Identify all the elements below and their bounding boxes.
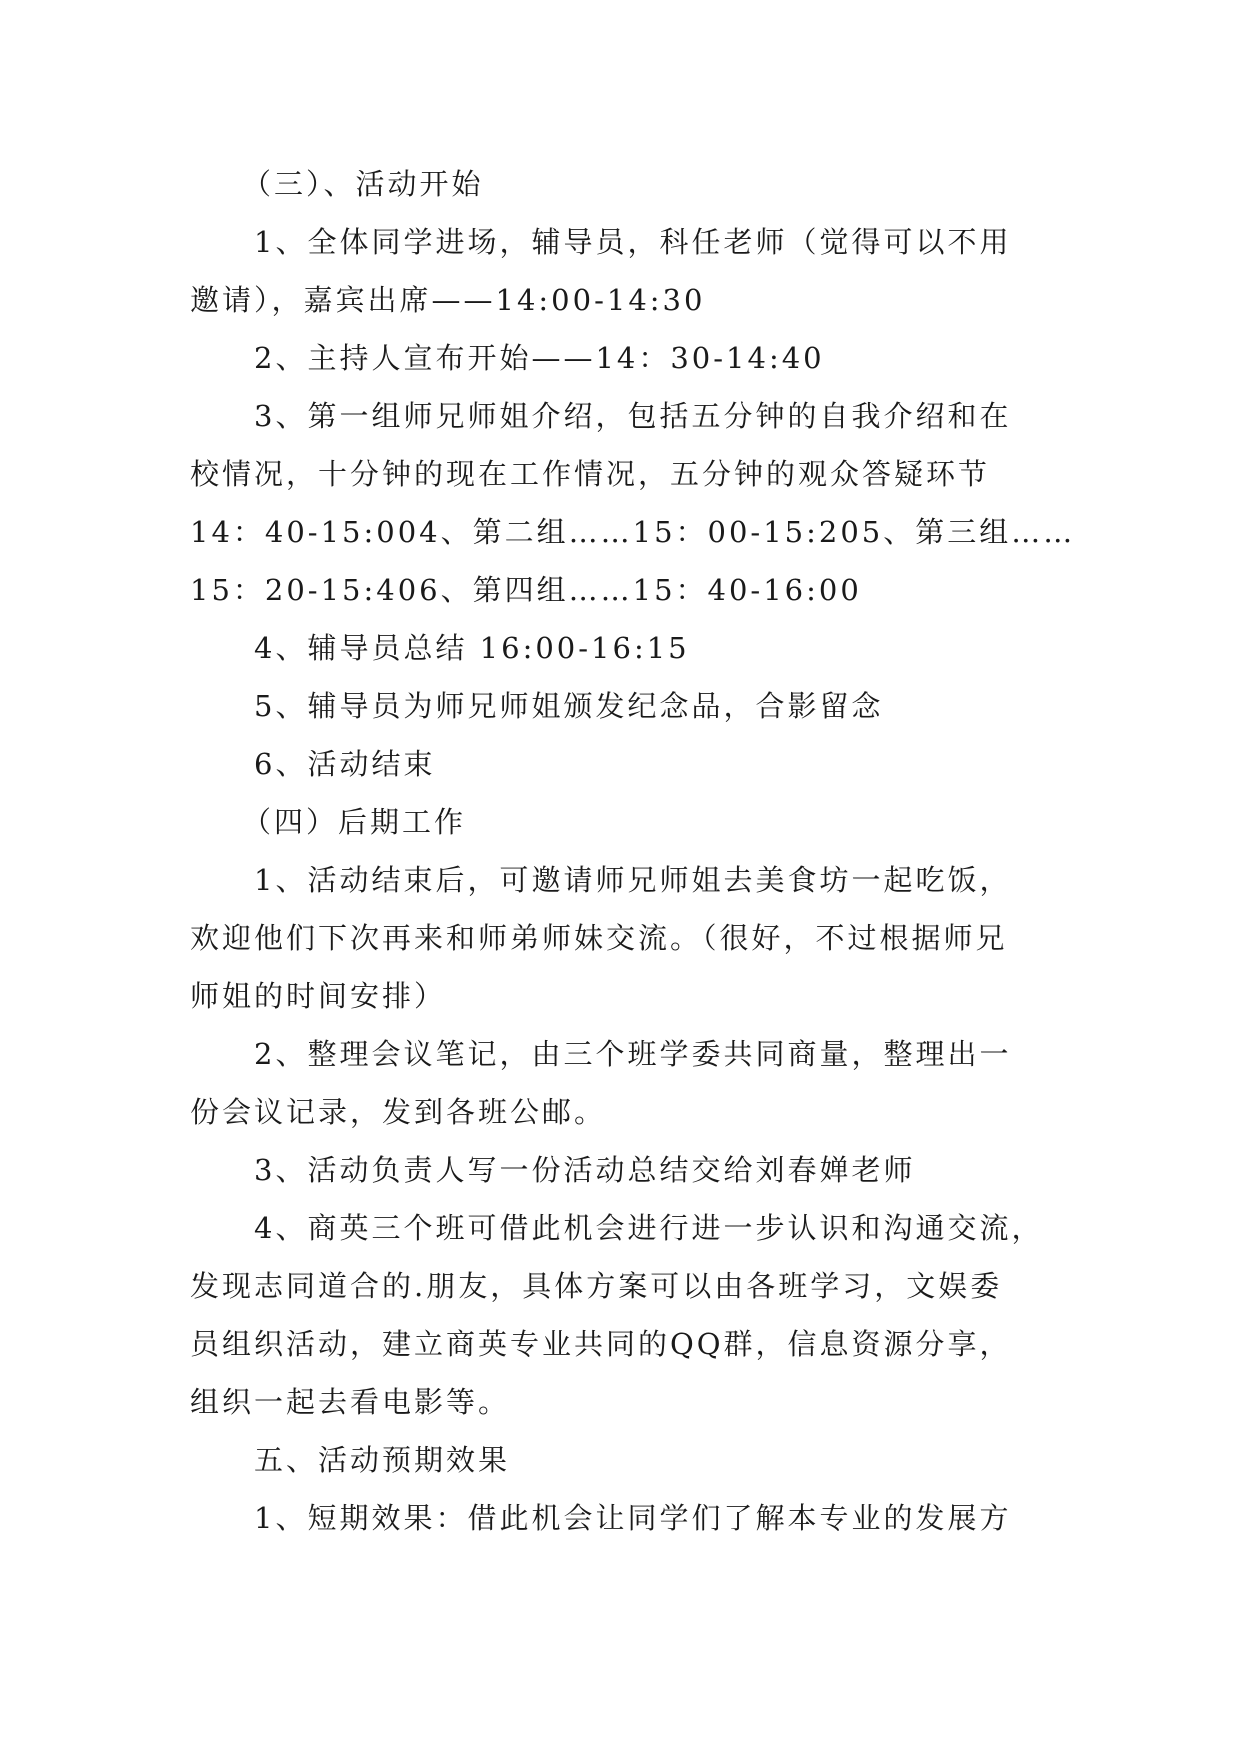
paragraph-line: 14：40-15:004、第二组……15：00-15:205、第三组…… bbox=[190, 515, 1076, 549]
paragraph-4 bbox=[190, 619, 1060, 677]
paragraph-line: 4、商英三个班可借此机会进行进一步认识和沟通交流， bbox=[254, 1211, 1044, 1245]
paragraph-line: 发现志同道合的.朋友，具体方案可以由各班学习，文娱委 bbox=[190, 1269, 1003, 1303]
paragraph-1 bbox=[190, 213, 1060, 329]
document-body bbox=[190, 155, 1076, 1547]
section-heading-5 bbox=[190, 1431, 1060, 1489]
paragraph-line: 师姐的时间安排） bbox=[190, 979, 447, 1013]
paragraph-3 bbox=[190, 387, 1076, 619]
section-heading-3 bbox=[190, 155, 1060, 213]
paragraph-line: 组织一起去看电影等。 bbox=[190, 1385, 511, 1419]
paragraph-9 bbox=[190, 1141, 1060, 1199]
paragraph-line: 6、活动结束 bbox=[254, 747, 436, 781]
paragraph-line: 份会议记录，发到各班公邮。 bbox=[190, 1095, 607, 1129]
paragraph-11 bbox=[190, 1489, 1060, 1547]
heading-text: （三）、活动开始 bbox=[242, 167, 484, 201]
paragraph-line: 欢迎他们下次再来和师弟师妹交流。（很好，不过根据师兄 bbox=[190, 921, 1008, 955]
heading-text: 五、活动预期效果 bbox=[254, 1443, 511, 1477]
paragraph-line: 员组织活动，建立商英专业共同的QQ群，信息资源分享， bbox=[190, 1327, 1012, 1361]
paragraph-line: 1、活动结束后，可邀请师兄师姐去美食坊一起吃饭， bbox=[254, 863, 1012, 897]
paragraph-5 bbox=[190, 677, 1060, 735]
paragraph-line: 2、整理会议笔记，由三个班学委共同商量，整理出一 bbox=[254, 1037, 1012, 1071]
paragraph-line: 3、第一组师兄师姐介绍，包括五分钟的自我介绍和在 bbox=[254, 399, 1012, 433]
paragraph-line: 5、辅导员为师兄师姐颁发纪念品，合影留念 bbox=[254, 689, 884, 723]
paragraph-7 bbox=[190, 851, 1060, 1025]
paragraph-line: 15：20-15:406、第四组……15：40-16:00 bbox=[190, 573, 862, 607]
paragraph-8 bbox=[190, 1025, 1060, 1141]
paragraph-line: 2、主持人宣布开始——14：30-14:40 bbox=[254, 341, 825, 375]
paragraph-line: 1、全体同学进场，辅导员，科任老师（觉得可以不用 bbox=[254, 225, 1012, 259]
paragraph-line: 邀请），嘉宾出席——14:00-14:30 bbox=[190, 283, 706, 317]
paragraph-6 bbox=[190, 735, 1060, 793]
paragraph-line: 4、辅导员总结 16:00-16:15 bbox=[254, 631, 690, 665]
section-heading-4 bbox=[190, 793, 1060, 851]
heading-text: （四）后期工作 bbox=[242, 805, 467, 839]
paragraph-line: 1、短期效果：借此机会让同学们了解本专业的发展方 bbox=[254, 1501, 1012, 1535]
paragraph-10 bbox=[190, 1199, 1060, 1431]
paragraph-2 bbox=[190, 329, 1060, 387]
paragraph-line: 校情况，十分钟的现在工作情况，五分钟的观众答疑环节 bbox=[190, 457, 991, 491]
paragraph-line: 3、活动负责人写一份活动总结交给刘春婵老师 bbox=[254, 1153, 916, 1187]
